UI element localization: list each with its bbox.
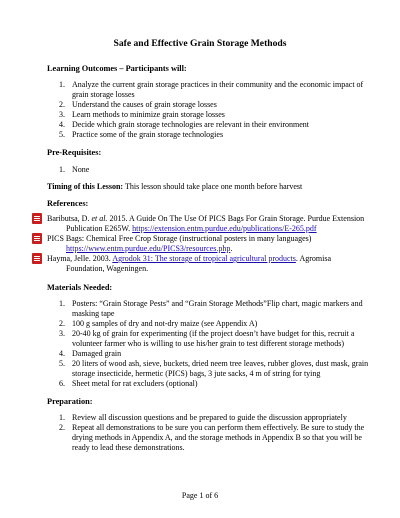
pdf-icon[interactable]: [32, 213, 42, 224]
reference-author: Baributsa, D.: [47, 214, 92, 223]
reference-etal: et al.: [91, 214, 108, 223]
page-title: Safe and Effective Grain Storage Methods: [113, 38, 287, 49]
list-item: Analyze the current grain storage practices in their community and the economic impact of: [72, 80, 364, 89]
reference-1: [47, 214, 364, 224]
list-number: 2.: [59, 423, 65, 432]
pdf-icon[interactable]: [32, 233, 42, 244]
list-number: 5.: [59, 359, 65, 368]
list-item: volunteer farmer who is willing to use his/her grain to test different storage methods): [72, 339, 345, 348]
reference-text: 2015. A Guide On The Use Of PICS Bags For Grain Storage. Purdue Extension: [107, 214, 365, 223]
reference-3: [47, 254, 331, 264]
learning-outcomes-heading: Learning Outcomes – Participants will:: [47, 64, 187, 73]
list-item: Repeat all demonstrations to be sure you can perform them effectively. Be sure to study the: [72, 423, 365, 432]
list-number: 3.: [59, 110, 65, 119]
list-number: 4.: [59, 120, 65, 129]
list-item: Review all discussion questions and be prepared to guide the discussion appropriately: [72, 413, 347, 422]
list-item: 100 g samples of dry and not-dry maize (see Appendix A): [72, 319, 258, 328]
page-footer: Page 1 of 6: [181, 491, 219, 500]
list-item: Understand the causes of grain storage losses: [72, 100, 217, 109]
timing-text: This lesson should take place one month before harvest: [124, 182, 303, 191]
list-number: 2.: [59, 100, 65, 109]
list-item: None: [72, 165, 90, 174]
reference-text: Publication E265W.: [66, 224, 133, 233]
list-item: Practice some of the grain storage technologies: [72, 130, 224, 139]
list-number: 2.: [59, 319, 65, 328]
list-number: 1.: [59, 299, 65, 308]
list-item: 20-40 kg of grain for experimenting (if the project doesn’t have budget for this, recruit a: [72, 329, 355, 338]
list-item: drying methods in Appendix A, and the storage methods in Appendix B so that you will be: [72, 433, 362, 442]
list-number: 3.: [59, 329, 65, 338]
reference-1-link[interactable]: https://extension.entm.purdue.edu/publications/E-265.pdf: [132, 224, 317, 233]
materials-heading: Materials Needed:: [47, 283, 113, 292]
prerequisites-heading: Pre-Requisites:: [47, 148, 102, 157]
list-item: storage insecticide, hermetic (PICS) bags, 3 jute sacks, 4 m of string for tying: [72, 369, 321, 378]
list-item: Learn methods to minimize grain storage losses: [72, 110, 225, 119]
list-number: 5.: [59, 130, 65, 139]
preparation-heading: Preparation:: [47, 397, 93, 406]
reference-text: .: [230, 244, 233, 253]
reference-text: . Agromisa: [295, 254, 332, 263]
reference-text: Hayma, Jelle. 2003.: [47, 254, 113, 263]
pdf-icon[interactable]: [32, 253, 42, 264]
reference-3-line-2: Foundation, Wageningen.: [66, 264, 149, 273]
reference-3-link[interactable]: Agrodok 31: The storage of tropical agricultural products: [112, 254, 296, 263]
list-number: 4.: [59, 349, 65, 358]
timing-line: [47, 182, 302, 192]
list-item: grain storage losses: [72, 90, 135, 99]
list-item: Sheet metal for rat excluders (optional): [72, 379, 198, 388]
reference-2: PICS Bags: Chemical Free Crop Storage (instructional posters in many languages): [47, 234, 312, 243]
list-number: 1.: [59, 413, 65, 422]
list-item: masking tape: [72, 309, 115, 318]
timing-label: Timing of this Lesson:: [47, 182, 124, 191]
list-item: 20 liters of wood ash, sieve, buckets, dried neem tree leaves, rubber gloves, dust mask, grain: [72, 359, 369, 368]
reference-2-line-2: [66, 244, 232, 254]
list-item: Damaged grain: [72, 349, 122, 358]
reference-1-line-2: [66, 224, 317, 234]
list-item: Decide which grain storage technologies are relevant in their environment: [72, 120, 310, 129]
list-number: 1.: [59, 165, 65, 174]
list-number: 6.: [59, 379, 65, 388]
references-heading: References:: [47, 199, 89, 208]
list-number: 1.: [59, 80, 65, 89]
list-item: Posters: “Grain Storage Pests” and “Grain Storage Methods”Flip chart, magic markers and: [72, 299, 363, 308]
list-item: ready to lead these demonstrations.: [72, 443, 185, 452]
reference-2-link[interactable]: https://www.entm.purdue.edu/PICS3/resources.php: [66, 244, 231, 253]
